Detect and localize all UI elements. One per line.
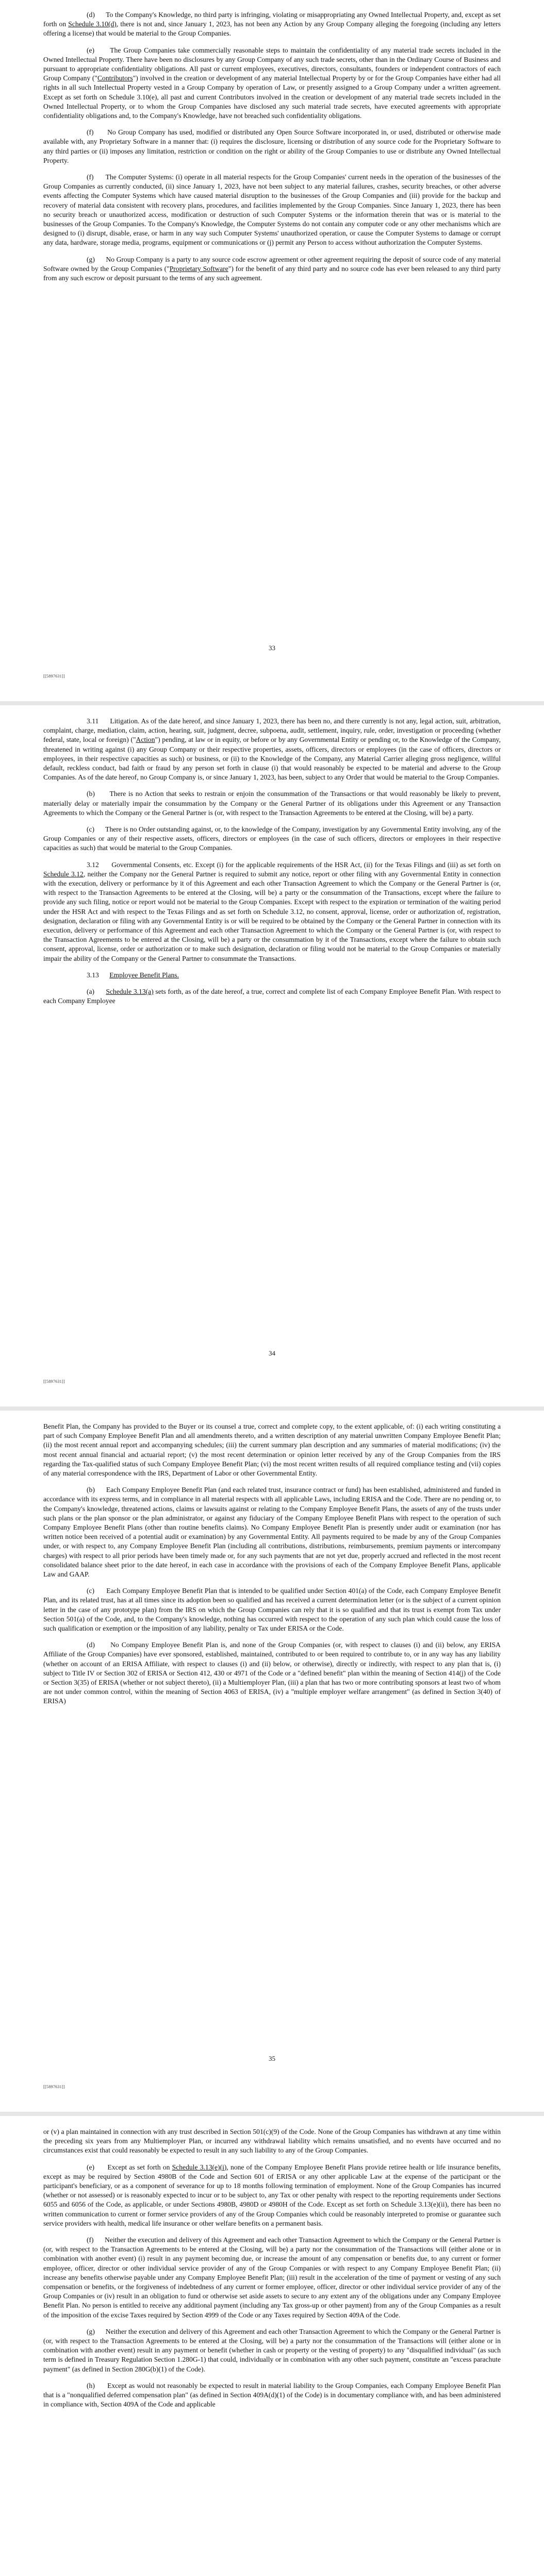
para-3-13-f: (f) Neither the execution and delivery of this Agreement and each other Transaction Agreement to which the Company or the General Partner is (or, with respect to the Transaction Agreements to be entered at the Closing, will be) a party nor the consummation of the Transactions will (either alone or in combination with another event) (i) result in any payment becoming due, or increase the amount of any compensation or benefits due, to any current or former employee, officer, director or other individual service provider of any of the Group Companies or with respect to any Company Employee Benefit Plan; (ii) increase any benefits otherwise payable under any Company Employee Benefit Plan; (iii) result in the acceleration of the time of payment or vesting of any such compensation or benefits, or the forgiveness of indebtedness of any current or former employee, officer, director or other individual service provider of any of the Group Companies or (iv) result in an obligation to fund or otherwise set aside assets to secure to any extent any of the obligations under any Company Employee Benefit Plan. No person is entitled to receive any additional payment (including any Tax gross-up or other payment) from any of the Group Companies as a result of the imposition of the excise Taxes required by Section 4999 of the Code or any Taxes required by Section 409A of the Code. xyxy=(43,2236,501,2319)
para-3-12: 3.12 Governmental Consents, etc. Except (i) for the applicable requirements of the HSR Act, (ii) for the Texas Filings and (iii) as set forth on Schedule 3.12, neither the Company nor the General Partner is required to submit any notice, report or other filing with any Governmental Entity in connection with the execution, delivery or performance by it of this Agreement and each other Transaction Agreement to which the Company or the General Partner is (or, with respect to the Transaction Agreements to be entered at the Closing, will be) a party or the consummation of the Transactions, except where the failure to provide any such filing, notice or report would not be material to the Group Companies. Except with respect to the expiration or termination of the waiting period under the HSR Act and with respect to the Texas Filings and as set forth on Schedule 3.12, no consent, approval, license, order or authorization of, registration, designation, declaration or filing with any Governmental Entity is or will be required to be obtained by the Company or the General Partner in connection with its execution, delivery or performance of this Agreement and each other Transaction Agreement to which the Company or the General Partner is (or, with respect to the Transaction Agreements to be entered at the Closing, will be) a party or the consummation by it of the Transactions, except where the failure to obtain such consent, approval, license, order or authorization or to make such designation, declaration or filing would not be material to the Group Companies or materially impair the ability of the Company or the General Partner to consummate the Transactions. xyxy=(43,860,501,962)
para-3-11-b: (b) There is no Action that seeks to restrain or enjoin the consummation of the Transactions or that would reasonably be likely to prevent, materially delay or materially impair the consummation by the Company or the General Partner of its obligations under this Agreement or any Transaction Agreements to which the Company or the General Partner is (or, with respect to the Transaction Agreements to be entered at the Closing, will be) a party. xyxy=(43,790,501,817)
para-3-10-e: (e) The Group Companies take commercially reasonable steps to maintain the confidentiality of any material trade secrets included in the Owned Intellectual Property. There have been no disclosures by any Group Company of any such trade secrets, other than in the Ordinary Course of Business and pursuant to appropriate confidentiality obligations. All past or current employees, executives, directors, consultants, founders or independent contractors of each Group Company ("Contributors") involved in the creation or development of any material Intellectual Property by or for the Group Companies have either had all rights in all such Intellectual Property vested in a Group Company by operation of Law, or presently assigned to a Group Company under a written agreement. Except as set forth on Schedule 3.10(e), all past and current Contributors involved in the creation or development of any material trade secrets included in the Owned Intellectual Property, or to whom the Group Companies have disclosed any such material trade secrets, have executed agreements with appropriate confidentiality obligations and, to the Company's Knowledge, have not breached such confidentiality obligations. xyxy=(43,46,501,120)
para-3-13-d-cont: or (v) a plan maintained in connection with any trust described in Section 501(c)(9) of the Code. None of the Group Companies has withdrawn at any time within the preceding six years from any Multiemployer Plan, or incurred any withdrawal liability which remains unsatisfied, and no events have occurred and no circumstances exist that could reasonably be expected to result in any such liability to any of the Group Companies. xyxy=(43,2128,501,2155)
doc-id: [[5897631]] xyxy=(43,2084,65,2089)
page-34 xyxy=(0,705,544,1409)
para-3-10-f: (f) No Group Company has used, modified or distributed any Open Source Software incorporated in, or used, distributed or otherwise made available with, any Proprietary Software in a manner that: (i) requires the disclosure, licensing or distribution of any source code for the Proprietary Software to any third parties or (ii) imposes any limitation, restriction or condition on the right or ability of the Group Companies to use or distribute any Owned Intellectual Property. xyxy=(43,128,501,164)
para-3-10-g: (g) No Group Company is a party to any source code escrow agreement or other agreement requiring the deposit of source code of any material Software owned by the Group Companies ("Proprietary Software") for the benefit of any third party and no source code has ever been released to any third party from any such escrow or deposit pursuant to the terms of any such agreement. xyxy=(43,255,501,282)
para-3-11-c: (c) There is no Order outstanding against, or, to the knowledge of the Company, investigation by any Governmental Entity involving, any of the Group Companies or any of their respective assets, officers, directors or employees (in the case of such officers, directors or employees in their respective capacities as such) that would be material to the Group Companies. xyxy=(43,825,501,852)
para-3-13-a: (a) Schedule 3.13(a) sets forth, as of the date hereof, a true, correct and complete list of each Company Employee Benefit Plan. With respect to each Company Employee xyxy=(43,988,501,1005)
para-3-10-f2: (f) The Computer Systems: (i) operate in all material respects for the Group Companies' current needs in the operation of the businesses of the Group Companies as currently conducted, (ii) since January 1, 2023, have not been subject to any material failures, crashes, security breaches, or other adverse events affecting the Computer Systems which have caused material disruption to the businesses of the Group Companies and (iii) provide for the backup and recovery of material data consistent with recovery plans, procedures, and facilities implemented by the Group Companies. Since January 1, 2023, there has been no security breach or unauthorized access, modification or destruction of such Computer Systems or the information therein that was or is material to the businesses of the Group Companies. To the Company's Knowledge, the Computer Systems do not contain any computer code or any other mechanisms which are designed to (i) disrupt, disable, erase, or harm in any way such Computer Systems' unauthorized operation, or cause the Computer Systems to damage or corrupt any data, hardware, storage media, programs, equipment or communications or (j) permit any Person to access without authorization the Computer Systems. xyxy=(43,173,501,247)
page-33 xyxy=(0,0,544,703)
para-3-13-g: (g) Neither the execution and delivery of this Agreement and each other Transaction Agreement to which the Company or the General Partner is (or, with respect to the Transaction Agreements to be entered at the Closing, will be) a party nor the consummation of the Transactions will (either alone or in combination with another event) result in any payment or benefit (whether in cash or property or the vesting of property) to any "disqualified individual" (as such term is defined in Treasury Regulation Section 1.280G-1) that could, individually or in combination with any other such payment, constitute an "excess parachute payment" (as defined in Section 280G(b)(1) of the Code). xyxy=(43,2327,501,2373)
para-3-13-a-cont: Benefit Plan, the Company has provided to the Buyer or its counsel a true, correct and complete copy, to the extent applicable, of: (i) each writing constituting a part of such Company Employee Benefit Plan and all amendments thereto, and a written description of any material unwritten Company Employee Benefit Plan; (ii) the most recent annual report and accompanying schedules; (iii) the current summary plan description and any summaries of material modifications; (iv) the most recent annual financial and actuarial report; (v) the most recent determination or opinion letter received by any of the Group Companies from the IRS regarding the Tax-qualified status of such Company Employee Benefit Plan; (vi) the most recent written results of all required compliance testing and (vii) copies of any material correspondence with the IRS, Department of Labor or other Governmental Entity. xyxy=(43,1422,501,1478)
para-3-11: 3.11 Litigation. As of the date hereof, and since January 1, 2023, there has been no, and there currently is not any, legal action, suit, arbitration, complaint, charge, mediation, claim, action, hearing, suit, judgment, decree, subpoena, audit, settlement, inquiry, rule, order, investigation or proceeding (whether federal, state, local or foreign) ("Action") pending, at law or in equity, or before or by any Governmental Entity or pending or, to the Knowledge of the Company, threatened in writing against (i) any Group Company or their respective properties, assets, officers, directors or employees (in the case of officers, directors or employees, in their respective capacities as such) or business, or (ii) to the Knowledge of the Company, any Material Carrier alleging gross negligence, willful default, reckless conduct, bad faith or fraud by any person set forth in clause (i) that would reasonably be expected to be material and adverse to the Group Companies. As of the date hereof, no Group Company is, or since January 1, 2023, has been, subject to any Order that would be material to the Group Companies. xyxy=(43,717,501,782)
doc-id: [[5897631]] xyxy=(43,674,65,679)
page-footer xyxy=(43,2055,501,2089)
para-3-13-c: (c) Each Company Employee Benefit Plan that is intended to be qualified under Section 401(a) of the Code, each Company Employee Benefit Plan, and its related trust, has at all times since its adoption been so qualified and has received a current determination letter (or is the subject of a current opinion letter in the case of any prototype plan) from the IRS on which the Group Companies can rely that it is so qualified and that its trust is exempt from Tax under Section 501(a) of the Code, and, to the Company's knowledge, nothing has occurred with respect to the operation of any such plan which could cause the loss of such qualification or exemption or the imposition of any liability, penalty or Tax under ERISA or the Code. xyxy=(43,1587,501,1633)
para-3-13-e: (e) Except as set forth on Schedule 3.13(e)(i), none of the Company Employee Benefit Plans provide retiree health or life insurance benefits, except as may be required by Section 4980B of the Code and Section 601 of ERISA or any other applicable Law at the expense of the participant or the participant's beneficiary, or as a component of severance for up to 18 months following termination of employment. None of the Group Companies has incurred (whether or not assessed) or is reasonably expected to incur or to be subject to, any Tax or other penalty with respect to the reporting requirements under Sections 6055 and 6056 of the Code, as applicable, or under Sections 4980B, 4980D or 4980H of the Code. Except as set forth on Schedule 3.13(e)(ii), there has been no written communication to current or former service providers of any of the Group Companies which could be reasonably interpreted to promise or guarantee such service providers with health, medical life insurance or other welfare benefits on a permanent basis. xyxy=(43,2163,501,2227)
doc-id: [[5897631]] xyxy=(43,1379,65,1384)
page-separator xyxy=(0,2112,544,2116)
page-number: 34 xyxy=(269,1349,275,1357)
para-3-13-h: (h) Except as would not reasonably be expected to result in material liability to the Group Companies, each Company Employee Benefit Plan that is a "nonqualified deferred compensation plan" (as defined in Section 409A(d)(1) of the Code) is in documentary compliance with, and has been administered in compliance with, Section 409A of the Code and applicable xyxy=(43,2381,501,2409)
page-separator xyxy=(0,1406,544,1411)
para-3-13: 3.13 Employee Benefit Plans. xyxy=(87,971,179,979)
page-36 xyxy=(0,2116,544,2576)
para-3-13-b: (b) Each Company Employee Benefit Plan (and each related trust, insurance contract or fund) has been established, administered and funded in accordance with its express terms, and in compliance in all material respects with all applicable Laws, including ERISA and the Code. There are no pending or, to the Company's knowledge, threatened actions, claims or lawsuits against or relating to the Company Employee Benefit Plans, the assets of any of the trusts under such plans or the plan sponsor or the plan administrator, or against any fiduciary of the Company Employee Benefit Plans with respect to the operation of such Company Employee Benefit Plans (other than routine benefits claims). No Company Employee Benefit Plan is presently under audit or examination (nor has written notice been received of a potential audit or examination) by any Governmental Entity. All payments required to be made by any of the Group Companies under, or with respect to, any Company Employee Benefit Plan (including all contributions, distributions, reimbursements, premium payments or intercompany charges) with respect to all prior periods have been timely made or, for any such payments that are not yet due, properly accrued and reflected in the most recent consolidated balance sheet prior to the date hereof, in each case in accordance with the provisions of each of the Company Employee Benefit Plans, applicable Law and GAAP. xyxy=(43,1486,501,1579)
page-35 xyxy=(0,1411,544,2114)
page-footer xyxy=(43,644,501,679)
page-number: 35 xyxy=(269,2055,275,2062)
page-number: 33 xyxy=(269,644,275,652)
page-separator xyxy=(0,701,544,705)
para-3-13-d: (d) No Company Employee Benefit Plan is, and none of the Group Companies (or, with respect to clauses (i) and (ii) below, any ERISA Affiliate of the Group Companies) have ever sponsored, established, maintained, contributed to or been required to contribute to, or in any way has any liability (whether on account of an ERISA Affiliate, with respect to clauses (i) and (ii) below, or otherwise), directly or indirectly, with respect to any plan that is, (i) subject to Title IV or Section 302 of ERISA or Section 412, 430 or 4971 of the Code or a "defined benefit" plan within the meaning of Section 414(j) of the Code or Section 3(35) of ERISA (whether or not subject thereto), (ii) a Multiemployer Plan, (iii) a plan that has two or more contributing sponsors at least two of whom are not under common control, within the meaning of Section 4063 of ERISA, (iv) a "multiple employer welfare arrangement" (as defined in Section 3(40) of ERISA) xyxy=(43,1641,501,1705)
page-footer xyxy=(43,1349,501,1384)
para-3-10-d: (d) To the Company's Knowledge, no third party is infringing, violating or misappropriating any Owned Intellectual Property, and, except as set forth on Schedule 3.10(d), there is not and, since January 1, 2023, has not been any Action by any Group Company alleging the foregoing (including any letters offering a license) that would be material to the Group Companies. xyxy=(43,11,501,38)
